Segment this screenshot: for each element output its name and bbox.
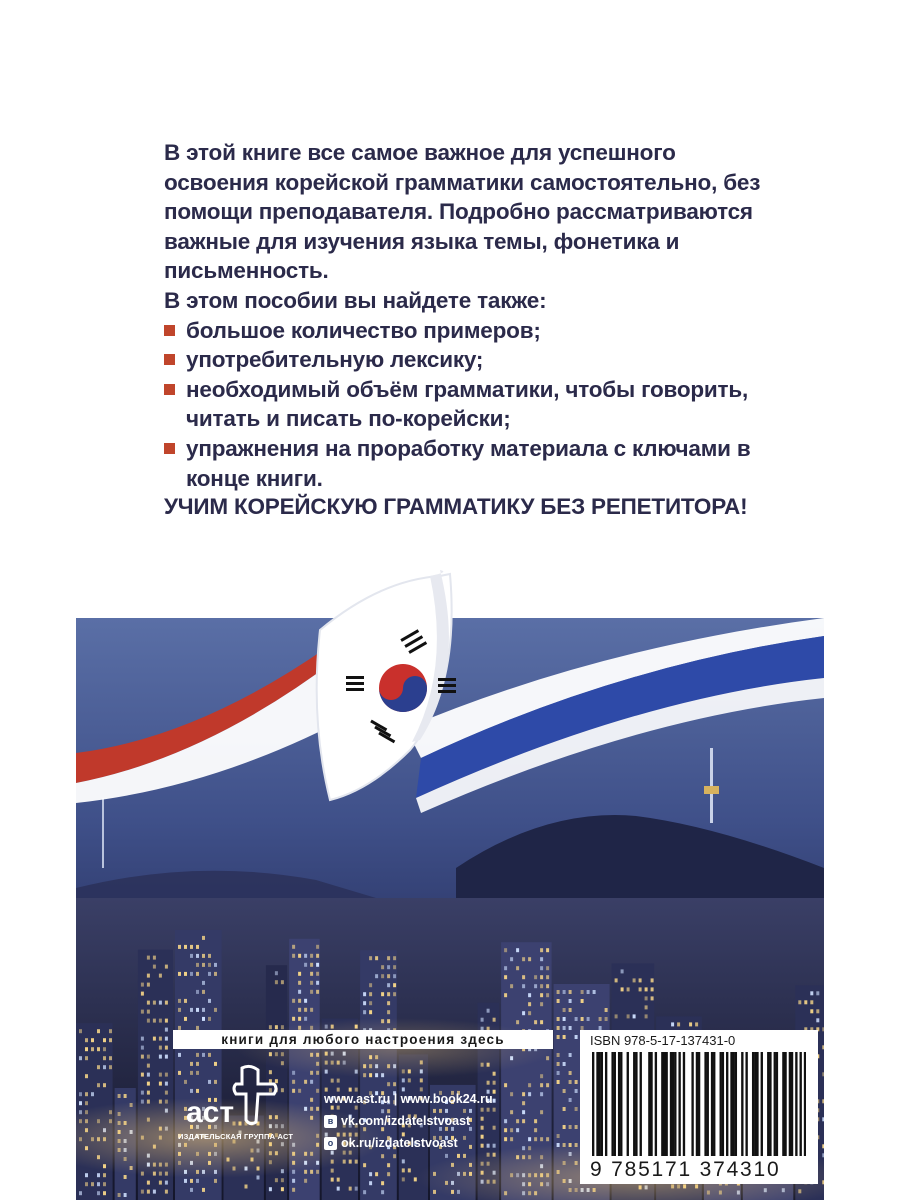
square-bullet-icon (164, 384, 175, 395)
barcode-icon (592, 1052, 806, 1156)
publisher-group: ИЗДАТЕЛЬСКАЯ ГРУППА АСТ (178, 1132, 294, 1141)
barcode-digits: 9 785171 374310 (590, 1158, 781, 1181)
list-item: необходимый объём грамматики, чтобы говорить, читать и писать по-корейски; (164, 375, 764, 434)
slogan: УЧИМ КОРЕЙСКУЮ ГРАММАТИКУ БЕЗ РЕПЕТИТОРА! (164, 494, 748, 519)
list-lead: В этом пособии вы найдете также: (164, 287, 547, 313)
list-item: употребительную лексику; (164, 345, 764, 375)
isbn-box (580, 1030, 818, 1184)
tagline: книги для любого настроения здесь (173, 1030, 553, 1049)
vk-link[interactable]: в vk.com/izdatelstvoast (324, 1110, 493, 1132)
isbn: ISBN 978-5-17-137431-0 (590, 1033, 736, 1048)
ast-logo-icon (180, 1062, 300, 1132)
square-bullet-icon (164, 443, 175, 454)
list-item: большое количество примеров; (164, 316, 764, 346)
intro-paragraph: В этой книге все самое важное для успешного освоения корейской грамматики самостоятельно, без помощи преподавателя. Подробно рассматриваются важные для изучения языка темы, фонетика и письменность. (164, 140, 761, 284)
korean-flag-icon (300, 570, 480, 810)
square-bullet-icon (164, 354, 175, 365)
ast-logo-text: аст (186, 1096, 235, 1129)
description-block (164, 138, 764, 493)
square-bullet-icon (164, 325, 175, 336)
vk-icon: в (324, 1115, 337, 1128)
list-item: упражнения на проработку материала с ключами в конце книги. (164, 434, 764, 493)
links-block (324, 1088, 493, 1154)
odnoklassniki-icon: о (324, 1137, 337, 1150)
site-links[interactable]: www.ast.ru | www.book24.ru (324, 1092, 493, 1106)
feature-list (164, 316, 764, 494)
ok-link[interactable]: о ok.ru/izdatelstvoast (324, 1132, 493, 1154)
